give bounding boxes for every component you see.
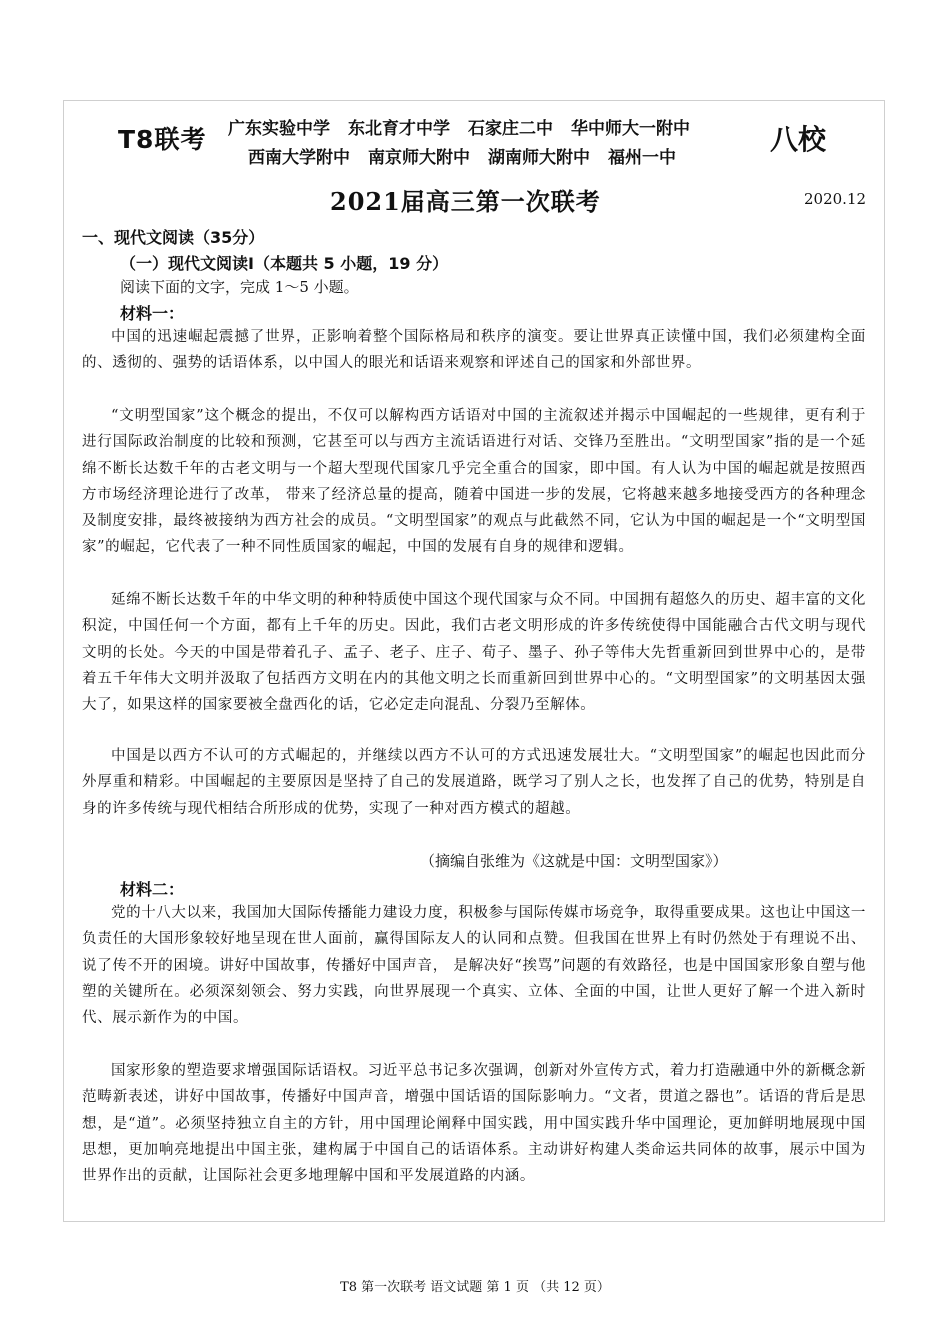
material-2-label: 材料二： — [120, 880, 185, 899]
section-title: 一、现代文阅读（35分） — [82, 228, 265, 247]
school-name: 东北育才中学 — [348, 119, 450, 139]
school-name: 华中师大一附中 — [571, 119, 690, 139]
school-name: 福州一中 — [608, 148, 676, 168]
material-2-paragraph: 国家形象的塑造要求增强国际话语权。习近平总书记多次强调，创新对外宣传方式，着力打造融通中外的新概念新范畴新表述，讲好中国故事，传播好中国声音，增强中国话语的国际影响力。“文者，贯道之器也”。话语的背后是思想，是“道”。必须坚持独立自主的方针，用中国理论阐释中国实践，用中国实践升华中国理论，更加鲜明地展现中国思想，更加响亮地提出中国主张，建构属于中国自己的话语体系。主动讲好构建人类命运共同体的故事，展示中国为世界作出的贡献，让国际社会更多地理解中国和平发展道路的内涵。 — [82, 1063, 866, 1185]
exam-title: 2021届高三第一次联考 — [330, 187, 601, 216]
material-1-paragraph: 延绵不断长达数千年的中华文明的种种特质使中国这个现代国家与众不同。中国拥有超悠久的历史、超丰富的文化积淀，中国任何一个方面，都有上千年的历史。因此，我们古老文明形成的许多传统使得中国能融合古代文明与现代文明的长处。今天的中国是带着孔子、孟子、老子、庄子、荀子、墨子、孙子等伟大先哲重新回到世界中心的，是带着五千年伟大文明并汲取了包括西方文明在内的其他文明之长而重新回到世界中心的。“文明型国家”的文明基因太强大了，如果这样的国家要被全盘西化的话，它必定走向混乱、分裂乃至解体。 — [82, 592, 866, 714]
school-list-row-1 — [228, 114, 708, 139]
exam-date: 2020.12 — [804, 190, 867, 208]
school-name: 南京师大附中 — [368, 148, 470, 168]
subsection-title: （一）现代文阅读Ⅰ（本题共 5 小题，19 分） — [120, 254, 449, 273]
eight-schools-label: 八校 — [770, 123, 827, 156]
school-list-row-2 — [248, 143, 694, 168]
school-name: 石家庄二中 — [468, 119, 553, 139]
material-1-paragraph: 中国是以西方不认可的方式崛起的，并继续以西方不认可的方式迅速发展壮大。“文明型国家”的崛起也因此而分外厚重和精彩。中国崛起的主要原因是坚持了自己的发展道路，既学习了别人之长，也发挥了自己的优势，特别是自身的许多传统与现代相结合所形成的优势，实现了一种对西方模式的超越。 — [82, 748, 866, 817]
source-citation: （摘编自张维为《这就是中国：文明型国家》） — [420, 852, 728, 870]
material-1-label: 材料一： — [120, 304, 185, 323]
reading-instruction: 阅读下面的文字，完成 1～5 小题。 — [120, 278, 359, 296]
school-name: 广东实验中学 — [228, 119, 330, 139]
material-1-paragraph: 中国的迅速崛起震撼了世界，正影响着整个国际格局和秩序的演变。要让世界真正读懂中国，我们必须建构全面的、透彻的、强势的话语体系，以中国人的眼光和话语来观察和评述自己的国家和外部世界。 — [82, 329, 866, 372]
t8-label: T8联考 — [118, 125, 207, 154]
school-name: 西南大学附中 — [248, 148, 350, 168]
material-2-paragraph: 党的十八大以来，我国加大国际传播能力建设力度，积极参与国际传媒市场竞争，取得重要成果。这也让中国这一负责任的大国形象较好地呈现在世人面前，赢得国际友人的认同和点赞。但我国在世界上有时仍然处于有理说不出、说了传不开的困境。讲好中国故事，传播好中国声音， 是解决好“挨骂”问题的有效路径，也是中国国家形象自塑与他塑的关键所在。必须深刻领会、努力实践，向世界展现一个真实、立体、全面的中国，让世人更好了解一个进入新时代、展示新作为的中国。 — [82, 905, 866, 1027]
page-footer: T8 第一次联考 语文试题 第 1 页 （共 12 页） — [340, 1280, 610, 1295]
school-name: 湖南师大附中 — [488, 148, 590, 168]
material-1-paragraph: “文明型国家”这个概念的提出，不仅可以解构西方话语对中国的主流叙述并揭示中国崛起的一些规律，更有利于进行国际政治制度的比较和预测，它甚至可以与西方主流话语进行对话、交锋乃至胜出。“文明型国家”指的是一个延绵不断长达数千年的古老文明与一个超大型现代国家几乎完全重合的国家，即中国。有人认为中国的崛起就是按照西方市场经济理论进行了改革， 带来了经济总量的提高，随着中国进一步的发展，它将越来越多地接受西方的各种理念及制度安排，最终被接纳为西方社会的成员。“文明型国家”的观点与此截然不同，它认为中国的崛起是一个“文明型国家”的崛起，它代表了一种不同性质国家的崛起，中国的发展有自身的规律和逻辑。 — [82, 408, 866, 556]
